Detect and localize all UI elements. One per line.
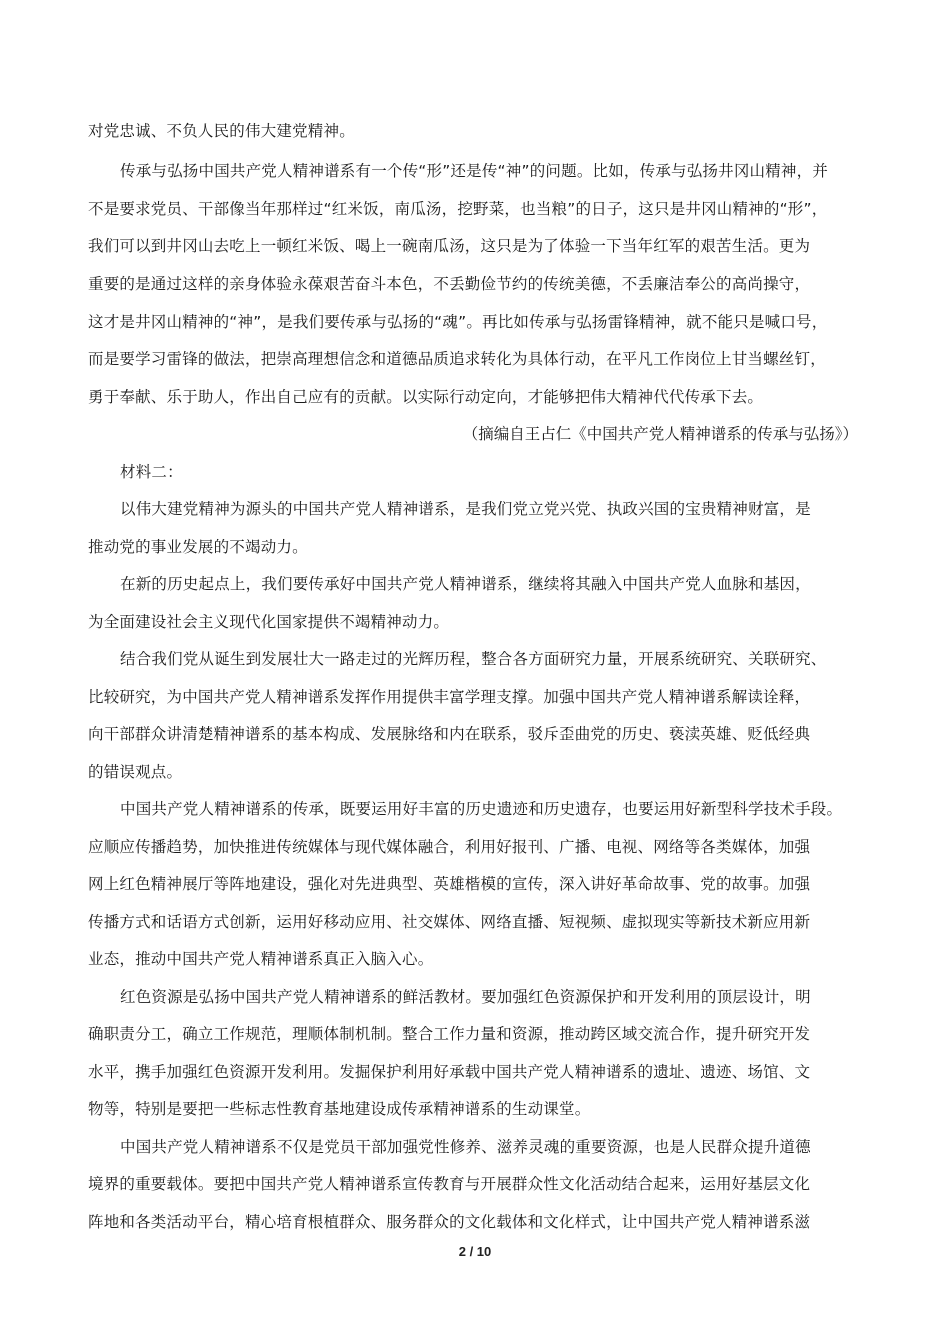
text-line: 传播方式和话语方式创新，运用好移动应用、社交媒体、网络直播、短视频、虚拟现实等新技术新应用新 — [88, 913, 811, 931]
source-citation: （摘编自王占仁《中国共产党人精神谱系的传承与弘扬》） — [462, 425, 858, 443]
text-line: 我们可以到井冈山去吃上一顿红米饭、喝上一碗南瓜汤，这只是为了体验一下当年红军的艰苦生活。更为 — [88, 237, 811, 255]
text-line: 阵地和各类活动平台，精心培育根植群众、服务群众的文化载体和文化样式，让中国共产党人精神谱系滋 — [88, 1213, 811, 1231]
text-line: 网上红色精神展厅等阵地建设，强化对先进典型、英雄楷模的宣传，深入讲好革命故事、党的故事。加强 — [88, 875, 811, 893]
text-line: 确职责分工，确立工作规范，理顺体制机制。整合工作力量和资源，推动跨区域交流合作，提升研究开发 — [88, 1025, 811, 1043]
text-line: 应顺应传播趋势，加快推进传统媒体与现代媒体融合，利用好报刊、广播、电视、网络等各类媒体，加强 — [88, 838, 811, 856]
text-line: 勇于奉献、乐于助人，作出自己应有的贡献。以实际行动定向，才能够把伟大精神代代传承下去。 — [88, 388, 764, 406]
text-line: 这才是井冈山精神的“神”，是我们要传承与弘扬的“魂”。再比如传承与弘扬雷锋精神，就不能只是喊口号， — [88, 313, 828, 331]
text-line: 推动党的事业发展的不竭动力。 — [88, 538, 308, 556]
page-number: 2 / 10 — [458, 1244, 492, 1259]
text-line: 的错误观点。 — [88, 763, 183, 781]
paragraph-start: 中国共产党人精神谱系不仅是党员干部加强党性修养、滋养灵魂的重要资源，也是人民群众提升道德 — [120, 1138, 811, 1156]
text-line: 不是要求党员、干部像当年那样过“红米饭，南瓜汤，挖野菜，也当粮”的日子，这只是井冈山精神的“形”， — [88, 200, 828, 218]
text-line: 业态，推动中国共产党人精神谱系真正入脑入心。 — [88, 950, 434, 968]
paragraph-start: 传承与弘扬中国共产党人精神谱系有一个传“形”还是传“神”的问题。比如，传承与弘扬井冈山精神，并 — [120, 162, 829, 180]
text-line: 水平，携手加强红色资源开发利用。发掘保护利用好承载中国共产党人精神谱系的遗址、遗迹、场馆、文 — [88, 1063, 811, 1081]
section-heading: 材料二： — [120, 463, 183, 481]
text-line: 比较研究，为中国共产党人精神谱系发挥作用提供丰富学理支撑。加强中国共产党人精神谱系解读诠释， — [88, 688, 811, 706]
text-line: 物等，特别是要把一些标志性教育基地建设成传承精神谱系的生动课堂。 — [88, 1100, 591, 1118]
paragraph-start: 在新的历史起点上，我们要传承好中国共产党人精神谱系，继续将其融入中国共产党人血脉和基因， — [120, 575, 811, 593]
text-line: 对党忠诚、不负人民的伟大建党精神。 — [88, 122, 355, 140]
paragraph-start: 中国共产党人精神谱系的传承，既要运用好丰富的历史遗迹和历史遗存，也要运用好新型科学技术手段。 — [120, 800, 843, 818]
text-line: 重要的是通过这样的亲身体验永葆艰苦奋斗本色，不丢勤俭节约的传统美德，不丢廉洁奉公的高尚操守， — [88, 275, 811, 293]
paragraph-start: 以伟大建党精神为源头的中国共产党人精神谱系，是我们党立党兴党、执政兴国的宝贵精神财富，是 — [120, 500, 811, 518]
text-line: 为全面建设社会主义现代化国家提供不竭精神动力。 — [88, 613, 450, 631]
text-line: 而是要学习雷锋的做法，把崇高理想信念和道德品质追求转化为具体行动，在平凡工作岗位上甘当螺丝钉， — [88, 350, 826, 368]
paragraph-start: 红色资源是弘扬中国共产党人精神谱系的鲜活教材。要加强红色资源保护和开发利用的顶层设计，明 — [120, 988, 811, 1006]
text-line: 境界的重要载体。要把中国共产党人精神谱系宣传教育与开展群众性文化活动结合起来，运用好基层文化 — [88, 1175, 811, 1193]
paragraph-start: 结合我们党从诞生到发展壮大一路走过的光辉历程，整合各方面研究力量，开展系统研究、关联研究、 — [120, 650, 827, 668]
text-line: 向干部群众讲清楚精神谱系的基本构成、发展脉络和内在联系，驳斥歪曲党的历史、亵渎英雄、贬低经典 — [88, 725, 811, 743]
